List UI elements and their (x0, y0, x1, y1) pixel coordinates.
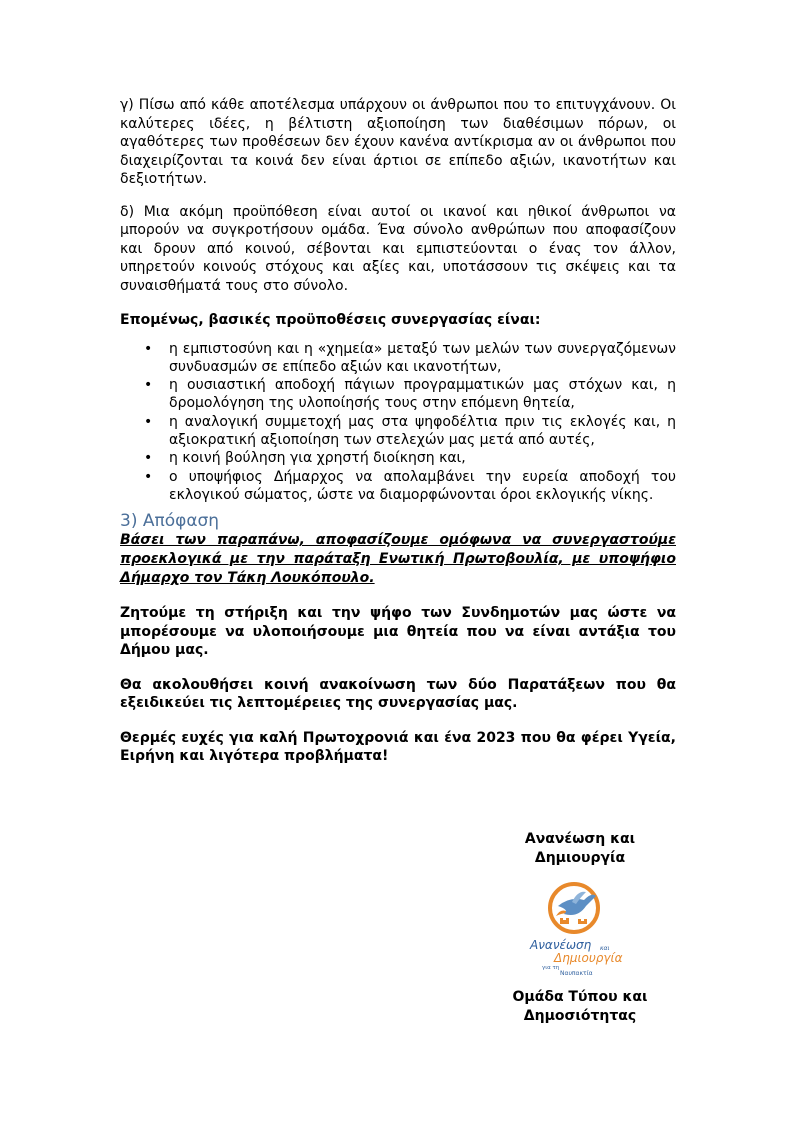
list-item: • η ουσιαστική αποδοχή πάγιων προγραμματικών μας στόχων και, η δρομολόγηση της υλοποίησής τους στην επόμενη θητεία, (144, 377, 676, 412)
bullet-icon: • (144, 468, 153, 485)
org-name-line1: Ανανέωση και (524, 831, 636, 847)
team-name-line2: Δημοσιότητας (523, 1008, 637, 1024)
section-heading: 3) Απόφαση (120, 511, 220, 532)
logo-word-gia: για τη (542, 965, 560, 971)
bullet-icon: • (144, 450, 153, 467)
conditions-heading: Επομένως, βασικές προϋποθέσεις συνεργασίας είναι: (120, 312, 541, 328)
bullet-icon: • (144, 377, 153, 394)
signature-team (480, 988, 680, 1026)
bullet-icon: • (144, 413, 153, 430)
support-paragraph: Ζητούμε τη στήριξη και την ψήφο των Συνδημοτών μας ώστε να μπορέσουμε να υλοποιήσουμε μια θητεία που να είναι αντάξια του Δήμου μας. (120, 605, 676, 659)
list-item: • η κοινή βούληση για χρηστή διοίκηση και, (144, 450, 466, 467)
list-item: • ο υποψήφιος Δήμαρχος να απολαμβάνει την ευρεία αποδοχή του εκλογικού σώματος, ώστε να διαμορφώνονται όροι εκλογικής νίκης. (144, 468, 676, 503)
paragraph-g: γ) Πίσω από κάθε αποτέλεσμα υπάρχουν οι άνθρωποι που το επιτυγχάνουν. Οι καλύτερες ιδέες, η βέλτιστη αξιοποίηση των διαθέσιμων πόρων, οι αγαθότερες των προθέσεων δεν έχουν κανένα αντίκρισμα αν οι άνθρωποι που διαχειρίζονται τα κοινά δεν είναι άρτιοι σε επίπεδο αξιών, ικανοτήτων και δεξιοτήτων. (120, 97, 676, 187)
party-logo (526, 878, 626, 978)
signature-org (480, 830, 680, 868)
logo-word1: Ανανέωση (530, 938, 592, 952)
org-name-line2: Δημιουργία (534, 850, 626, 866)
logo-word2: Δημιουργία (554, 951, 623, 965)
bullet-icon: • (144, 340, 153, 357)
castle-tower-icon (578, 919, 587, 924)
paragraph-d: δ) Μια ακόμη προϋπόθεση είναι αυτοί οι ικανοί και ηθικοί άνθρωποι να μπορούν να συγκροτήσουν ομάδα. Ένα σύνολο ανθρώπων που αποφασίζουν και δρουν από κοινού, σέβονται και εμπιστεύονται ο ένας τον άλλον, υπηρετούν κοινούς στόχους και αξίες και, υποτάσσουν τις σκέψεις και τα συναισθήματά τους στο σύνολο. (120, 203, 676, 294)
wishes-paragraph: Θερμές ευχές για καλή Πρωτοχρονιά και ένα 2023 που θα φέρει Υγεία, Ειρήνη και λιγότερα προβλήματα! (120, 729, 676, 765)
decision-text: Βάσει των παραπάνω, αποφασίζουμε ομόφωνα να συνεργαστούμε προεκλογικά με την παράταξη Ενωτική Πρωτοβουλία, με υποψήφιο Δήμαρχο τον Τάκη Λουκόπουλο. (120, 532, 676, 587)
list-item: • η αναλογική συμμετοχή μας στα ψηφοδέλτια πριν τις εκλογές και, η αξιοκρατική αξιοποίηση των στελεχών μας μετά από αυτές, (144, 413, 676, 448)
list-item: • η εμπιστοσύνη και η «χημεία» μεταξύ των μελών των συνεργαζόμενων συνδυασμών σε επίπεδο αξιών και ικανοτήτων, (144, 340, 676, 375)
conditions-list (120, 340, 676, 505)
logo-word-place: Ναυπακτία (560, 970, 593, 977)
castle-icon (560, 918, 569, 924)
team-name-line1: Ομάδα Τύπου και (512, 989, 648, 1005)
announcement-paragraph: Θα ακολουθήσει κοινή ανακοίνωση των δύο Παρατάξεων που θα εξειδικεύει τις λεπτομέρειες της συνεργασίας μας. (120, 676, 676, 712)
document-body (120, 96, 676, 766)
logo-word-kai: και (600, 945, 610, 952)
